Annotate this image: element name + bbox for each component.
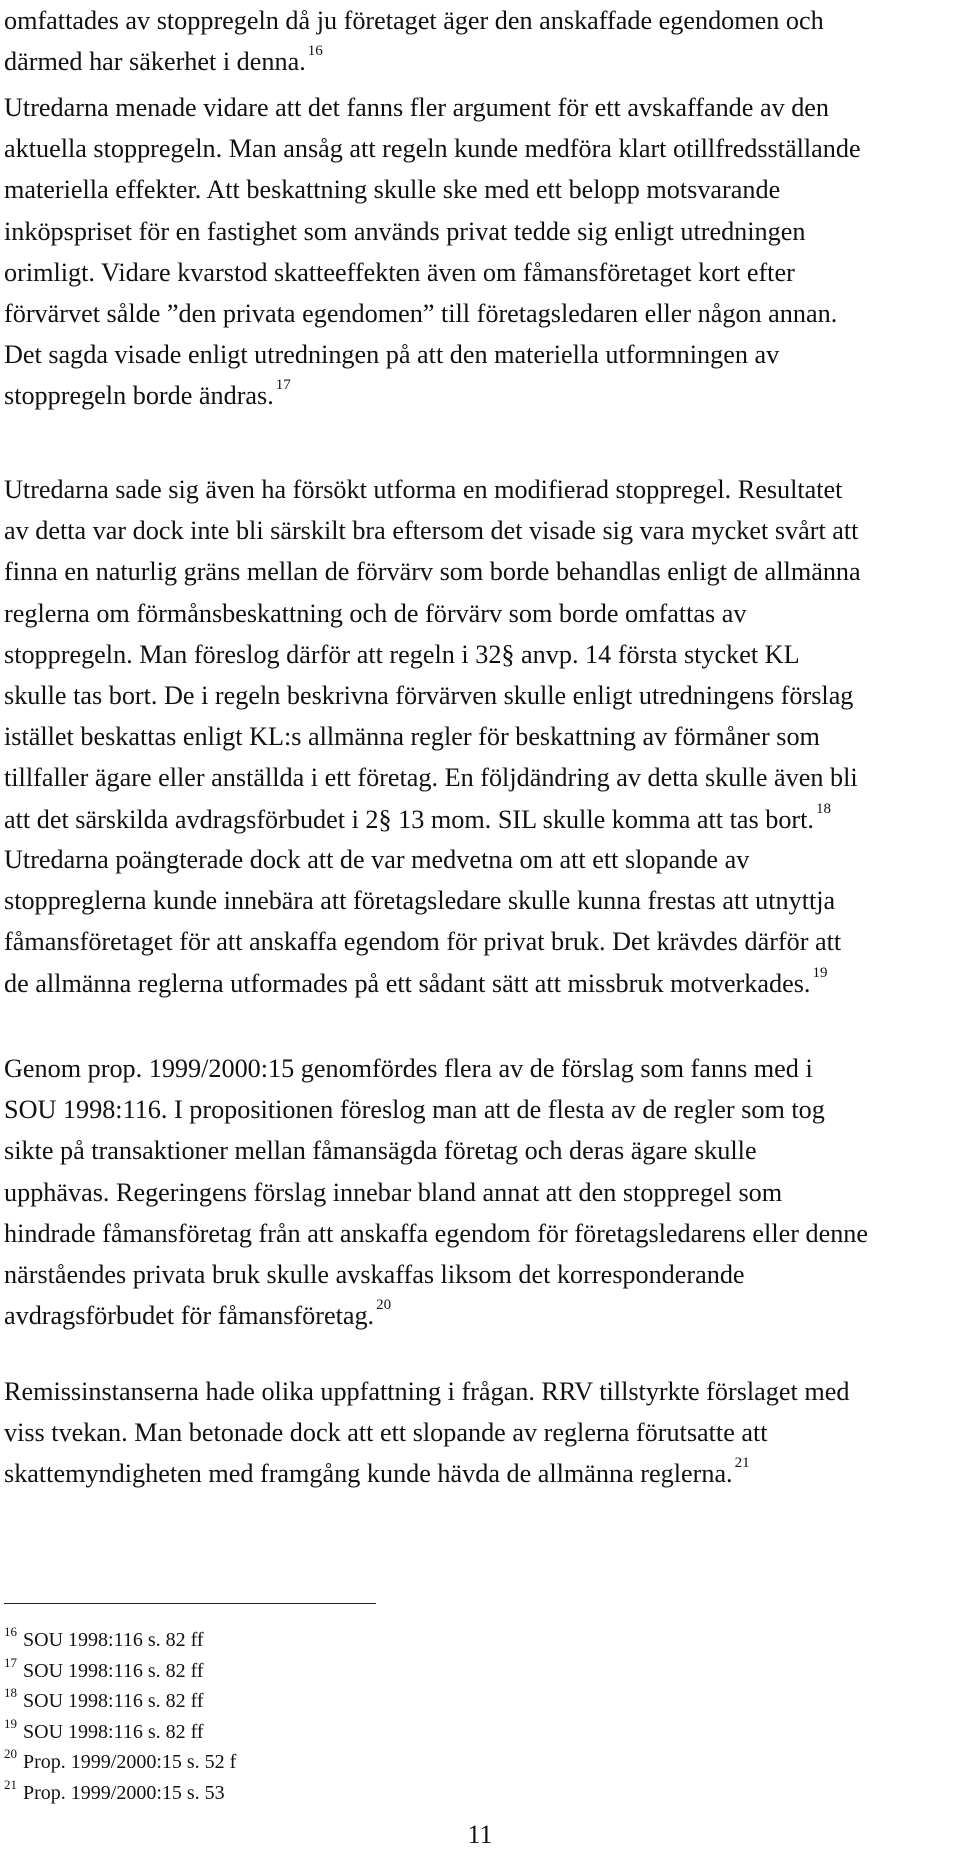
text-line-content: skattemyndigheten med framgång kunde hävda de allmänna reglerna.: [4, 1459, 733, 1489]
text-line: hindrade fåmansföretag från att anskaffa egendom för företagsledarens eller denne: [4, 1218, 869, 1248]
footnote-number: 16: [4, 1624, 17, 1639]
text-line: [4, 375, 944, 416]
text-line: materiella effekter. Att beskattning skulle ske med ett belopp motsvarande: [4, 175, 781, 205]
paragraph: [4, 1048, 944, 1336]
text-line: reglerna om förmånsbeskattning och de förvärv som borde omfattas av: [4, 598, 747, 628]
text-line: viss tvekan. Man betonade dock att ett slopande av reglerna förutsatte att: [4, 1418, 768, 1448]
footnote-reference[interactable]: 18: [815, 800, 831, 817]
footnote-number: 17: [4, 1654, 17, 1670]
text-line: finna en naturlig gräns mellan de förvärv som borde behandlas enligt de allmänna: [4, 557, 861, 587]
footnote-reference[interactable]: 20: [376, 1297, 392, 1314]
text-line: tillfaller ägare eller anställda i ett företag. En följdändring av detta skulle även bli: [4, 763, 858, 793]
footnote-text: SOU 1998:116 s. 82 ff: [23, 1720, 204, 1743]
text-line: Utredarna poängterade dock att de var medvetna om att ett slopande av: [4, 845, 750, 874]
footnote: [4, 1686, 604, 1717]
text-line: Det sagda visade enligt utredningen på att den materiella utformningen av: [4, 340, 780, 370]
footnote-text: Prop. 1999/2000:15 s. 52 f: [23, 1751, 237, 1773]
footnote-reference[interactable]: 21: [734, 1455, 750, 1472]
text-line: [4, 41, 944, 82]
footnote-number: 19: [4, 1715, 17, 1731]
text-line: Utredarna sade sig även ha försökt utforma en modifierad stoppregel. Resultatet: [4, 475, 843, 504]
text-line-content: att det särskilda avdragsförbudet i 2§ 13 mom. SIL skulle komma att tas bort.: [4, 804, 814, 834]
text-line-content: stoppregeln borde ändras.: [4, 381, 274, 411]
text-line: skulle tas bort. De i regeln beskrivna förvärven skulle enligt utredningens förslag: [4, 680, 854, 710]
footnote-text: Prop. 1999/2000:15 s. 53: [23, 1781, 225, 1804]
paragraph: [4, 87, 944, 417]
footnote-number: 20: [4, 1746, 17, 1761]
footnote-number: 18: [4, 1685, 17, 1700]
text-line: upphävas. Regeringens förslag innebar bland annat att den stoppregel som: [4, 1177, 783, 1207]
footnote: [4, 1778, 604, 1809]
text-line: stoppregeln. Man föreslog därför att regeln i 32§ anvp. 14 första stycket KL: [4, 639, 800, 669]
footnote-reference[interactable]: 19: [812, 964, 828, 981]
text-line: stoppreglerna kunde innebära att företagsledare skulle kunna frestas att utnyttja: [4, 886, 836, 916]
text-line: fåmansföretaget för att anskaffa egendom för privat bruk. Det krävdes därför att: [4, 927, 842, 957]
text-line: Genom prop. 1999/2000:15 genomfördes flera av de förslag som fanns med i: [4, 1054, 813, 1083]
text-line: istället beskattas enligt KL:s allmänna regler för beskattning av förmåner som: [4, 722, 820, 752]
footnote: [4, 1656, 604, 1687]
paragraph: [4, 469, 944, 840]
text-line: sikte på transaktioner mellan fåmansägda företag och deras ägare skulle: [4, 1136, 757, 1166]
paragraph: [4, 839, 944, 1004]
text-line-content: de allmänna reglerna utformades på ett sådant sätt att missbruk motverkades.: [4, 968, 811, 998]
paragraph: [4, 1371, 944, 1495]
footnote-text: SOU 1998:116 s. 82 ff: [23, 1629, 204, 1651]
text-line: [4, 799, 944, 840]
footnote: [4, 1747, 604, 1778]
text-line: [4, 1295, 944, 1336]
text-line: Remissinstanserna hade olika uppfattning i frågan. RRV tillstyrkte förslaget med: [4, 1377, 850, 1406]
text-line: SOU 1998:116. I propositionen föreslog man att de flesta av de regler som tog: [4, 1095, 825, 1125]
text-line: orimligt. Vidare kvarstod skatteeffekten även om fåmansföretaget kort efter: [4, 257, 795, 287]
footnote: [4, 1625, 604, 1656]
footnote-number: 21: [4, 1776, 17, 1792]
text-line: Utredarna menade vidare att det fanns fler argument för ett avskaffande av den: [4, 93, 830, 122]
paragraph: [4, 0, 944, 82]
footnote-reference[interactable]: 16: [307, 43, 323, 60]
text-line: av detta var dock inte bli särskilt bra eftersom det visade sig vara mycket svårt att: [4, 516, 859, 546]
page-number: 11: [467, 1820, 493, 1849]
text-line: omfattades av stoppregeln då ju företaget äger den anskaffade egendomen och: [4, 6, 824, 35]
footnote-reference[interactable]: 17: [275, 377, 291, 394]
text-line: inköpspriset för en fastighet som används privat tedde sig enligt utredningen: [4, 216, 806, 246]
text-line: närståendes privata bruk skulle avskaffas liksom det korresponderande: [4, 1259, 745, 1289]
text-line-content: avdragsförbudet för fåmansföretag.: [4, 1301, 375, 1331]
text-line-content: därmed har säkerhet i denna.: [4, 47, 306, 77]
footnotes-list: [4, 1625, 604, 1808]
text-line: [4, 963, 944, 1004]
footnote: [4, 1717, 604, 1748]
text-line: [4, 1453, 944, 1494]
text-line: aktuella stoppregeln. Man ansåg att regeln kunde medföra klart otillfredsställande: [4, 134, 861, 164]
text-line: förvärvet sålde ”den privata egendomen” till företagsledaren eller någon annan.: [4, 298, 838, 328]
footnote-text: SOU 1998:116 s. 82 ff: [23, 1690, 204, 1712]
footnote-text: SOU 1998:116 s. 82 ff: [23, 1659, 204, 1682]
footnote-separator: [4, 1603, 376, 1604]
